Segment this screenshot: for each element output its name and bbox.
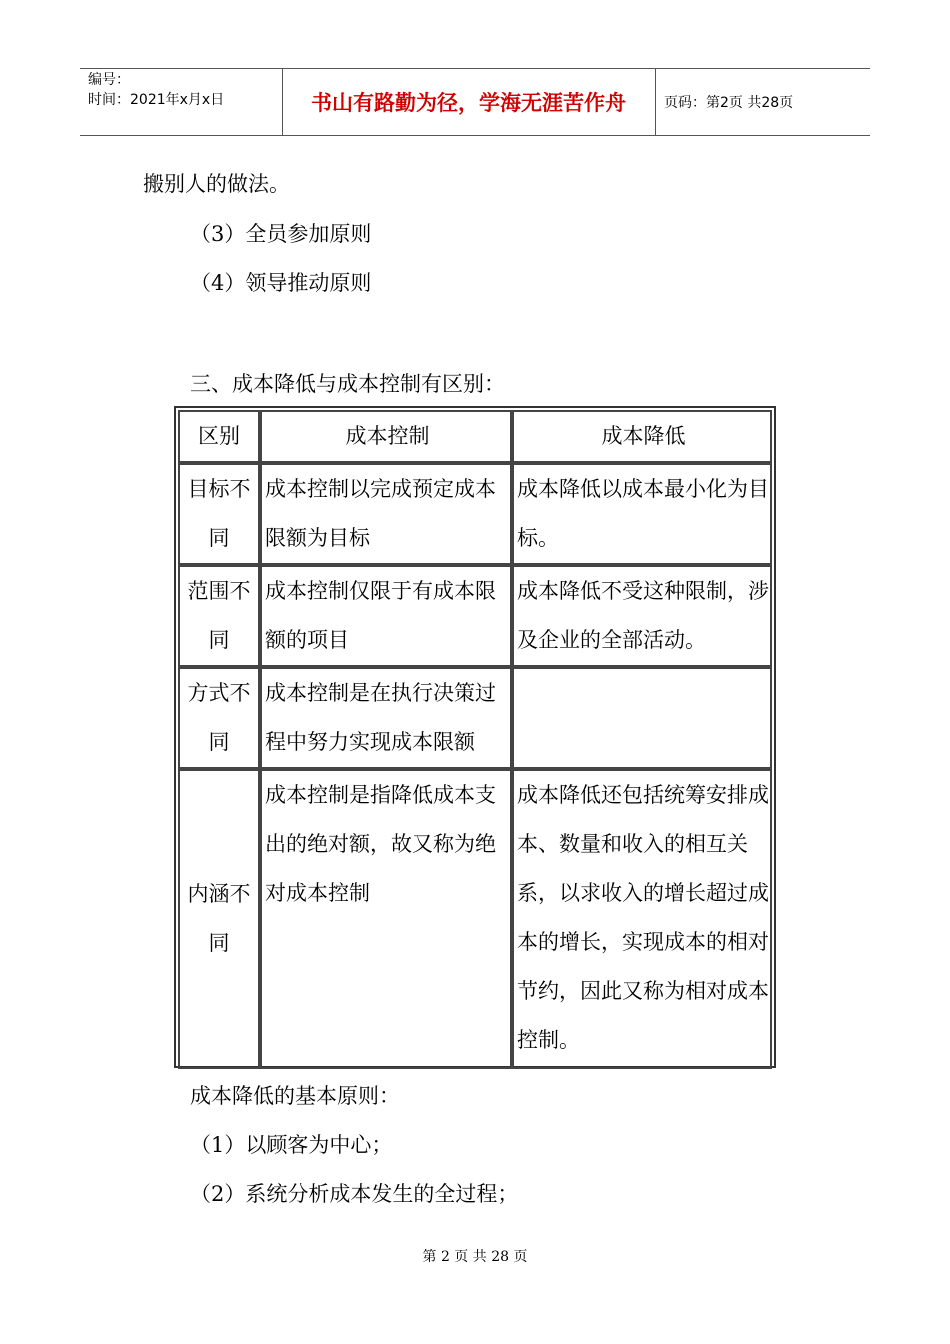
table-cell: 方式不同 — [187, 681, 251, 754]
table-cell: 内涵不同 — [187, 882, 251, 955]
table-cell: 范围不同 — [187, 579, 251, 652]
header-page-info: 页码：第2页 共28页 — [664, 95, 794, 111]
table-header-row — [178, 410, 772, 463]
body-line: 搬别人的做法。 — [143, 172, 290, 196]
table-cell: 成本控制是指降低成本支出的绝对额，故又称为绝对成本控制 — [265, 783, 496, 905]
list-item: （3）全员参加原则 — [190, 222, 372, 246]
table-cell: 成本控制以完成预定成本限额为目标 — [265, 477, 496, 550]
header-time: 时间：2021年x月x日 — [88, 92, 225, 108]
table-cell: 成本降低以成本最小化为目标。 — [517, 477, 769, 550]
table-row — [178, 463, 772, 565]
list-item: （1）以顾客为中心； — [190, 1133, 393, 1157]
header-number: 编号： — [88, 72, 130, 88]
table-row — [178, 769, 772, 1069]
table-header-cell: 成本降低 — [512, 410, 772, 463]
table-row — [178, 565, 772, 667]
table-cell: 成本控制是在执行决策过程中努力实现成本限额 — [265, 681, 496, 754]
table-cell: 成本控制仅限于有成本限额的项目 — [265, 579, 496, 652]
table-cell: 成本降低不受这种限制，涉及企业的全部活动。 — [517, 579, 769, 652]
header-meta — [88, 70, 224, 110]
list-item: （2）系统分析成本发生的全过程； — [190, 1182, 519, 1206]
table-header-cell: 成本控制 — [260, 410, 512, 463]
comparison-table — [178, 410, 772, 1069]
page-footer: 第 2 页 共 28 页 — [422, 1249, 528, 1265]
body-line: 成本降低的基本原则： — [190, 1084, 400, 1108]
list-item: （4）领导推动原则 — [190, 271, 372, 295]
section-title: 三、成本降低与成本控制有区别： — [190, 372, 505, 396]
header-divider — [655, 68, 656, 136]
table-cell: 成本降低还包括统筹安排成本、数量和收入的相互关系，以求收入的增长超过成本的增长，实现成本的相对节约，因此又称为相对成本控制。 — [517, 783, 769, 1052]
table-cell: 目标不同 — [187, 477, 251, 550]
table-header-cell: 区别 — [178, 410, 260, 463]
table-row — [178, 667, 772, 769]
header-motto: 书山有路勤为径，学海无涯苦作舟 — [311, 91, 626, 115]
